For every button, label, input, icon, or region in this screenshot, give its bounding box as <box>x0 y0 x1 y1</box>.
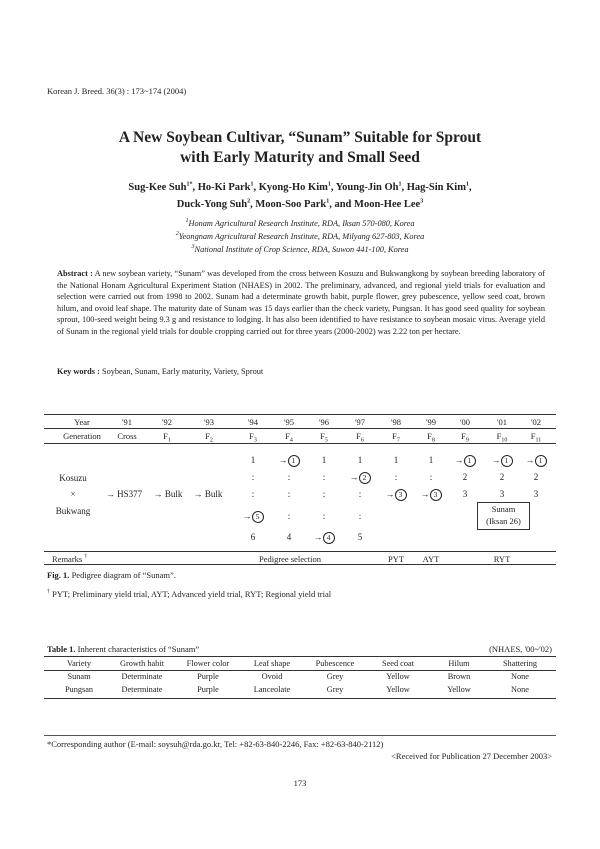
line-number: 1 <box>250 455 256 465</box>
year-cell: '91 <box>121 417 133 427</box>
author-name: Duck-Yong Suh <box>176 199 248 210</box>
table-cell: Determinate <box>121 685 163 694</box>
year-cell: '99 <box>425 417 437 427</box>
year-cell: '98 <box>390 417 402 427</box>
table-cell: Purple <box>197 685 219 694</box>
sunam-box-code: (Iksan 26) <box>486 516 521 526</box>
selection-circle: 1 <box>501 455 513 467</box>
footnote-text: PYT; Preliminary yield trial, AYT; Advanced yield trial, RYT; Regional yield trial <box>52 589 332 599</box>
keywords-text: Soybean, Sunam, Early maturity, Variety, Sprout <box>101 367 264 376</box>
table-rule <box>44 428 556 429</box>
selected-line: → 5 <box>236 511 270 523</box>
selected-line: → 1 <box>272 455 306 467</box>
generation-cell: $F_8$ <box>427 431 435 444</box>
author-name: Young-Jin Oh <box>335 182 399 193</box>
parent-kosuzu: Kosuzu <box>59 473 87 483</box>
line-number: 5 <box>357 532 363 542</box>
author-sup: 1* <box>186 181 193 188</box>
line-dots: : <box>287 489 291 499</box>
pyt-label: PYT <box>387 554 405 564</box>
sunam-box <box>477 502 530 530</box>
bulk-node-2: → Bulk <box>193 489 223 499</box>
line-dots: : <box>322 489 326 499</box>
characteristics-table <box>50 657 552 696</box>
generation-cell: Cross <box>117 431 137 441</box>
table-header: Hilum <box>448 659 470 668</box>
selected-line: → 2 <box>343 472 377 484</box>
author-sup: 1 <box>327 181 331 188</box>
table-cell: None <box>511 685 529 694</box>
generation-cell: $F_1$ <box>163 431 171 444</box>
author-name: Sug-Kee Suh <box>128 182 187 193</box>
cross-symbol: × <box>70 489 76 499</box>
affiliation-sup: 2 <box>175 231 179 238</box>
year-cell: '92 <box>161 417 173 427</box>
author-name: Hag-Sin Kim <box>406 182 466 193</box>
figure-footnote <box>47 589 331 599</box>
selection-circle: 3 <box>395 489 407 501</box>
line-dots: : <box>358 489 362 499</box>
keywords <box>57 367 263 376</box>
footer-rule <box>44 735 556 736</box>
generation-cell: $F_9$ <box>461 431 469 444</box>
selection-circle: 1 <box>464 455 476 467</box>
line-dots: : <box>251 489 255 499</box>
author-sup: 1 <box>465 181 469 188</box>
table-header: Shattering <box>502 659 538 668</box>
table-cell: Yellow <box>386 672 410 681</box>
line-number: 1 <box>321 455 327 465</box>
table-cell: Yellow <box>386 685 410 694</box>
sunam-box-name: Sunam <box>491 504 516 514</box>
line-number: 3 <box>499 489 505 499</box>
abstract-label: Abstract : <box>57 269 93 278</box>
generation-cell: $F_4$ <box>285 431 293 444</box>
year-cell: '01 <box>496 417 508 427</box>
selected-line: → 1 <box>448 455 482 467</box>
affiliation-3 <box>0 244 600 257</box>
table-caption <box>47 644 199 654</box>
abstract-text: A new soybean variety, “Sunam” was developed from the cross between Kosuzu and Bukwangkong by soybean breeding laboratory of the National Honam Agricultural Experiment Station (NHAES) in 2002. The preliminary, advanced, and regional yield trials for evaluation and selection were carried out from 1998 to 2002. Sunam had a determinate growth habit, purple flower, grey pubescence, yellow seed coat, brown hilum, and ovoid leaf shape. The maturity date of Sunam was 15 days earlier than the check variety, Pungsan. It has good seed quality for soybean sprout, 100-seed weight being 9.3 g and resistance to lodging. It has also been identified to have resistance to soybean mosaic virus. Average yield of Sunam in the regional yield trials for double cropping carried out for three years (2000-2002) was 2.22 ton per hectare. <box>57 269 545 336</box>
line-number: 1 <box>357 455 363 465</box>
author-name: Ho-Ki Park <box>197 182 251 193</box>
year-cell: '00 <box>459 417 471 427</box>
author-sup: 1 <box>250 181 254 188</box>
authors-line-1: Sug-Kee Suh$^{1*}$, Ho-Ki Park$^1$, Kyong-Ho Kim$^1$, Young-Jin Oh$^1$, Hag-Sin Kim$^1$, <box>128 181 472 193</box>
line-number: 1 <box>428 455 434 465</box>
generation-cell: $F_7$ <box>392 431 400 444</box>
line-number: 1 <box>393 455 399 465</box>
table1-rule-bottom <box>44 698 556 699</box>
line-number: 3 <box>533 489 539 499</box>
line-dots: : <box>287 511 291 521</box>
generation-label: Generation <box>63 431 101 441</box>
line-number: 2 <box>462 472 468 482</box>
year-cell: '96 <box>318 417 330 427</box>
year-label: Year <box>74 417 90 427</box>
ayt-label: AYT <box>422 554 440 564</box>
year-cell: '95 <box>283 417 295 427</box>
abstract <box>57 268 545 338</box>
generation-cell: $F_3$ <box>249 431 257 444</box>
selected-line: → 1 <box>485 455 519 467</box>
table-header: Leaf shape <box>253 659 291 668</box>
line-dots: : <box>251 472 255 482</box>
corresponding-author: *Corresponding author (E-mail: soysuh@rda.go.kr, Tel: +82-63-840-2246, Fax: +82-63-840-2112) <box>47 739 384 749</box>
line-number: 2 <box>499 472 505 482</box>
parent-bukwang: Bukwang <box>55 506 91 516</box>
selected-line: → 4 <box>307 532 341 544</box>
table-row <box>50 670 552 683</box>
selection-circle: 3 <box>430 489 442 501</box>
year-cell: '94 <box>247 417 259 427</box>
journal-citation: Korean J. Breed. 36(3) : 173~174 (2004) <box>47 86 187 96</box>
table-cell: Lanceolate <box>253 685 291 694</box>
line-dots: : <box>322 472 326 482</box>
table-source: (NHAES, '00~'02) <box>489 644 552 654</box>
line-dots: : <box>322 511 326 521</box>
figure-caption-text: Pedigree diagram of “Sunam”. <box>71 570 176 580</box>
remarks-label: Remarks † <box>52 554 88 564</box>
authors-line-2: Duck-Yong Suh$^2$, Moon-Soo Park$^1$, and Moon-Hee Lee$^3$ <box>176 198 424 210</box>
author-name: Moon-Soo Park <box>255 199 327 210</box>
selection-circle: 2 <box>359 472 371 484</box>
table-cell: Determinate <box>121 672 163 681</box>
selected-line: → 3 <box>379 489 413 501</box>
affiliation-sup: 1 <box>185 218 189 225</box>
year-cell: '02 <box>530 417 542 427</box>
selected-line: → 3 <box>414 489 448 501</box>
table-header: Variety <box>67 659 91 668</box>
year-cell: '97 <box>354 417 366 427</box>
line-number: 2 <box>533 472 539 482</box>
received-date: <Received for Publication 27 December 2003> <box>391 751 552 761</box>
table-caption-title: Inherent characteristics of “Sunam” <box>77 644 200 654</box>
table-cell: Grey <box>326 672 344 681</box>
figure-caption <box>47 570 176 580</box>
table-rule-top <box>44 414 556 415</box>
table-rule <box>44 551 556 552</box>
generation-cell: $F_2$ <box>205 431 213 444</box>
author-sup: 3 <box>420 198 424 205</box>
author-sup: 1 <box>398 181 402 188</box>
generation-cell: $F_5$ <box>320 431 328 444</box>
affiliation-2 <box>0 231 600 244</box>
generation-cell: $F_{10}$ <box>496 431 508 444</box>
table-rule-bottom <box>44 564 556 565</box>
generation-cell: $F_{11}$ <box>530 431 542 444</box>
table-header: Flower color <box>186 659 230 668</box>
author-name: Moon-Hee Lee <box>354 199 421 210</box>
year-cell: '93 <box>203 417 215 427</box>
pedigree-selection-label: Pedigree selection <box>258 554 322 564</box>
line-number: 6 <box>250 532 256 542</box>
selection-circle: 1 <box>535 455 547 467</box>
affiliation-sup: 3 <box>191 244 195 251</box>
table-cell: Brown <box>447 672 471 681</box>
table-row <box>50 683 552 696</box>
table-header-row <box>50 657 552 670</box>
selection-circle: 4 <box>323 532 335 544</box>
author-sup: 2 <box>247 198 251 205</box>
table-header: Seed coat <box>381 659 415 668</box>
table-cell: Purple <box>197 672 219 681</box>
table-header: Pubescence <box>315 659 355 668</box>
author-name: Kyong-Ho Kim <box>258 182 328 193</box>
affiliation-text: Yeongnam Agricultural Research Institute, RDA, Milyang 627-803, Korea <box>178 232 425 241</box>
selection-circle: 1 <box>288 455 300 467</box>
page-number: 173 <box>293 778 307 788</box>
hs377-node: → HS377 <box>105 489 143 499</box>
affiliation-text: Honam Agricultural Research Institute, RDA, Iksan 570-080, Korea <box>188 219 415 228</box>
table-cell: Ovoid <box>261 672 283 681</box>
ryt-label: RYT <box>493 554 511 564</box>
affiliation-text: National Institute of Crop Science, RDA, Suwon 441-100, Korea <box>194 245 409 254</box>
line-dots: : <box>287 472 291 482</box>
bulk-node-1: → Bulk <box>153 489 183 499</box>
authors-and: and <box>334 199 352 210</box>
table-cell: Sunam <box>67 672 91 681</box>
line-dots: : <box>394 472 398 482</box>
author-sup: 1 <box>326 198 330 205</box>
table-header: Growth habit <box>119 659 164 668</box>
table-cell: Pungsan <box>64 685 94 694</box>
figure-caption-label: Fig. 1. <box>47 570 70 580</box>
table-caption-label: Table 1. <box>47 644 76 654</box>
table-cell: Grey <box>326 685 344 694</box>
line-number: 4 <box>286 532 292 542</box>
selection-circle: 5 <box>252 511 264 523</box>
selected-line: → 1 <box>519 455 553 467</box>
table-cell: Yellow <box>447 685 471 694</box>
line-dots: : <box>429 472 433 482</box>
generation-cell: $F_6$ <box>356 431 364 444</box>
table-cell: None <box>511 672 529 681</box>
table-rule <box>44 443 556 444</box>
line-dots: : <box>358 511 362 521</box>
line-number: 3 <box>462 489 468 499</box>
paper-title-line-2: with Early Maturity and Small Seed <box>180 149 420 166</box>
paper-title-line-1: A New Soybean Cultivar, “Sunam” Suitable for Sprout <box>118 129 482 146</box>
affiliation-1 <box>0 218 600 231</box>
footnote-symbol: † <box>47 589 50 596</box>
keywords-label: Key words : <box>57 367 100 376</box>
